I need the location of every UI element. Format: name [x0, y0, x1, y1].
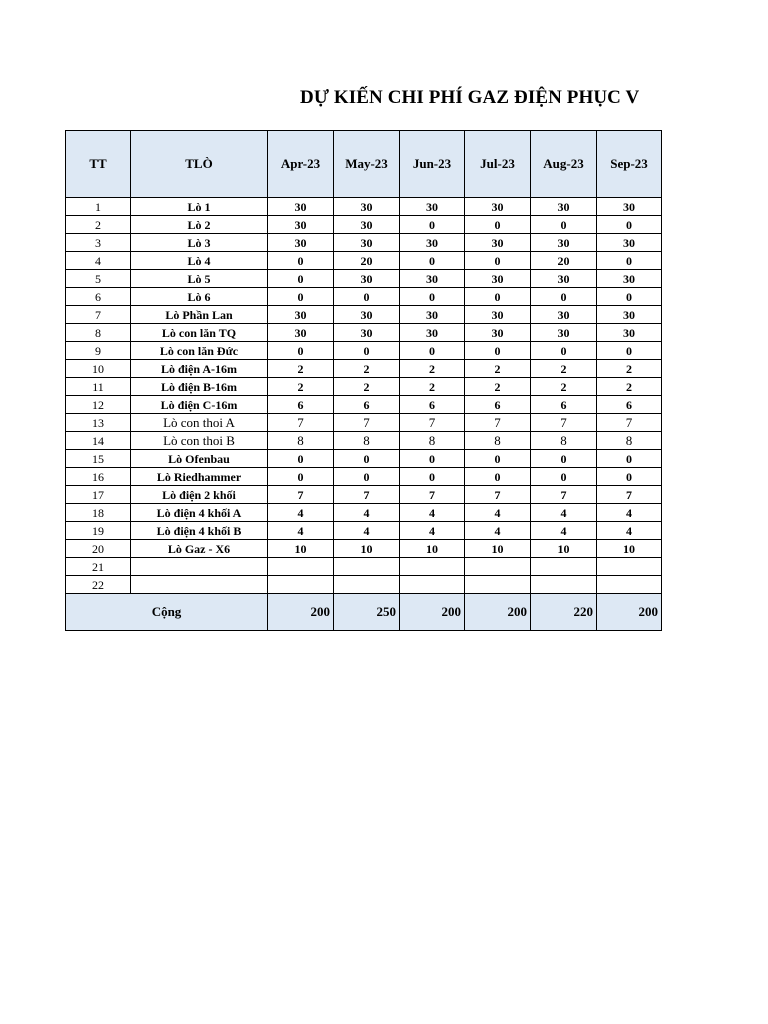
kiln-name-cell[interactable]: Lò điện C-16m	[131, 396, 268, 414]
kiln-name-cell[interactable]: Lò Phần Lan	[131, 306, 268, 324]
value-cell[interactable]: 7	[268, 486, 334, 504]
value-cell[interactable]: 0	[268, 450, 334, 468]
value-cell[interactable]: 8	[465, 432, 531, 450]
total-cell[interactable]: 200	[400, 594, 465, 631]
total-cell[interactable]: 200	[597, 594, 662, 631]
value-cell[interactable]: 30	[334, 306, 400, 324]
value-cell[interactable]: 6	[531, 396, 597, 414]
value-cell[interactable]	[465, 558, 531, 576]
value-cell[interactable]: 0	[268, 288, 334, 306]
total-cell[interactable]: 250	[334, 594, 400, 631]
value-cell[interactable]: 0	[597, 342, 662, 360]
value-cell[interactable]: 10	[334, 540, 400, 558]
value-cell[interactable]: 4	[268, 504, 334, 522]
value-cell[interactable]	[334, 576, 400, 594]
value-cell[interactable]: 30	[597, 234, 662, 252]
value-cell[interactable]: 0	[400, 450, 465, 468]
value-cell[interactable]: 4	[531, 504, 597, 522]
row-number-cell[interactable]: 15	[66, 450, 131, 468]
value-cell[interactable]: 30	[268, 324, 334, 342]
value-cell[interactable]	[400, 576, 465, 594]
row-number-cell[interactable]: 9	[66, 342, 131, 360]
table-row	[66, 252, 662, 270]
value-cell[interactable]: 2	[268, 360, 334, 378]
value-cell[interactable]: 30	[531, 234, 597, 252]
value-cell[interactable]	[400, 558, 465, 576]
value-cell[interactable]: 0	[334, 450, 400, 468]
value-cell[interactable]: 30	[268, 216, 334, 234]
value-cell[interactable]: 30	[465, 234, 531, 252]
value-cell[interactable]: 30	[400, 306, 465, 324]
kiln-name-cell[interactable]: Lò 1	[131, 198, 268, 216]
kiln-name-cell[interactable]: Lò 3	[131, 234, 268, 252]
value-cell[interactable]: 4	[334, 522, 400, 540]
value-cell[interactable]: 2	[597, 378, 662, 396]
header-month[interactable]: Apr-23	[268, 131, 334, 198]
value-cell[interactable]: 0	[268, 270, 334, 288]
row-number-cell[interactable]: 2	[66, 216, 131, 234]
row-number-cell[interactable]: 7	[66, 306, 131, 324]
value-cell[interactable]: 0	[597, 216, 662, 234]
value-cell[interactable]	[597, 576, 662, 594]
value-cell[interactable]: 0	[531, 216, 597, 234]
total-cell[interactable]: 200	[465, 594, 531, 631]
value-cell[interactable]: 10	[597, 540, 662, 558]
table-row	[66, 504, 662, 522]
row-number-cell[interactable]: 8	[66, 324, 131, 342]
value-cell[interactable]: 0	[465, 252, 531, 270]
value-cell[interactable]: 0	[597, 450, 662, 468]
value-cell[interactable]: 30	[465, 198, 531, 216]
table-row	[66, 468, 662, 486]
value-cell[interactable]: 30	[268, 198, 334, 216]
table-row	[66, 288, 662, 306]
value-cell[interactable]: 4	[400, 504, 465, 522]
kiln-name-cell[interactable]: Lò 5	[131, 270, 268, 288]
table-row	[66, 378, 662, 396]
total-label[interactable]: Cộng	[66, 594, 268, 631]
kiln-name-cell[interactable]: Lò điện A-16m	[131, 360, 268, 378]
kiln-name-cell[interactable]: Lò 6	[131, 288, 268, 306]
value-cell[interactable]: 30	[597, 324, 662, 342]
header-month[interactable]: Jul-23	[465, 131, 531, 198]
value-cell[interactable]: 8	[531, 432, 597, 450]
table-row	[66, 396, 662, 414]
value-cell[interactable]: 30	[465, 270, 531, 288]
value-cell[interactable]: 30	[400, 234, 465, 252]
value-cell[interactable]: 4	[465, 522, 531, 540]
value-cell[interactable]: 2	[465, 378, 531, 396]
value-cell[interactable]: 4	[531, 522, 597, 540]
table-row	[66, 522, 662, 540]
value-cell[interactable]: 0	[400, 288, 465, 306]
value-cell[interactable]: 30	[334, 198, 400, 216]
value-cell[interactable]: 30	[465, 306, 531, 324]
header-month[interactable]: Sep-23	[597, 131, 662, 198]
value-cell[interactable]: 2	[531, 378, 597, 396]
kiln-name-cell[interactable]: Lò con lăn Đức	[131, 342, 268, 360]
value-cell[interactable]: 30	[400, 198, 465, 216]
value-cell[interactable]: 0	[268, 342, 334, 360]
value-cell[interactable]: 0	[597, 252, 662, 270]
value-cell[interactable]: 0	[334, 288, 400, 306]
value-cell[interactable]: 30	[400, 324, 465, 342]
value-cell[interactable]: 0	[531, 288, 597, 306]
row-number-cell[interactable]: 22	[66, 576, 131, 594]
value-cell[interactable]: 30	[334, 216, 400, 234]
value-cell[interactable]: 4	[597, 522, 662, 540]
kiln-name-cell[interactable]: Lò con lăn TQ	[131, 324, 268, 342]
value-cell[interactable]: 4	[597, 504, 662, 522]
value-cell[interactable]: 10	[531, 540, 597, 558]
value-cell[interactable]: 2	[400, 360, 465, 378]
table-row	[66, 342, 662, 360]
value-cell[interactable]: 6	[597, 396, 662, 414]
value-cell[interactable]	[268, 576, 334, 594]
kiln-name-cell[interactable]: Lò 2	[131, 216, 268, 234]
row-number-cell[interactable]: 4	[66, 252, 131, 270]
value-cell[interactable]: 6	[400, 396, 465, 414]
value-cell[interactable]: 2	[597, 360, 662, 378]
value-cell[interactable]: 7	[597, 414, 662, 432]
value-cell[interactable]: 30	[400, 270, 465, 288]
value-cell[interactable]: 0	[465, 342, 531, 360]
value-cell[interactable]	[531, 576, 597, 594]
value-cell[interactable]: 30	[597, 198, 662, 216]
kiln-name-cell[interactable]: Lò điện 2 khối	[131, 486, 268, 504]
row-number-cell[interactable]: 1	[66, 198, 131, 216]
kiln-name-cell[interactable]: Lò 4	[131, 252, 268, 270]
table-row	[66, 558, 662, 576]
table-row	[66, 540, 662, 558]
header-tt[interactable]: TT	[66, 131, 131, 198]
value-cell[interactable]: 7	[597, 486, 662, 504]
value-cell[interactable]: 0	[465, 450, 531, 468]
table-row	[66, 306, 662, 324]
value-cell[interactable]: 7	[400, 414, 465, 432]
value-cell[interactable]: 7	[334, 486, 400, 504]
value-cell[interactable]: 10	[268, 540, 334, 558]
value-cell[interactable]: 4	[465, 504, 531, 522]
value-cell[interactable]: 6	[465, 396, 531, 414]
value-cell[interactable]	[597, 558, 662, 576]
row-number-cell[interactable]: 16	[66, 468, 131, 486]
row-number-cell[interactable]: 5	[66, 270, 131, 288]
value-cell[interactable]: 0	[531, 468, 597, 486]
value-cell[interactable]: 0	[531, 342, 597, 360]
header-name[interactable]: TLÒ	[131, 131, 268, 198]
kiln-name-cell[interactable]: Lò điện B-16m	[131, 378, 268, 396]
value-cell[interactable]: 8	[268, 432, 334, 450]
value-cell[interactable]: 7	[268, 414, 334, 432]
row-number-cell[interactable]: 20	[66, 540, 131, 558]
table-row	[66, 234, 662, 252]
value-cell[interactable]: 30	[268, 306, 334, 324]
table-row	[66, 360, 662, 378]
value-cell[interactable]: 30	[465, 324, 531, 342]
value-cell[interactable]: 7	[531, 486, 597, 504]
value-cell[interactable]: 0	[268, 468, 334, 486]
total-cell[interactable]: 220	[531, 594, 597, 631]
kiln-name-cell[interactable]: Lò con thoi B	[131, 432, 268, 450]
value-cell[interactable]: 30	[334, 324, 400, 342]
row-number-cell[interactable]: 14	[66, 432, 131, 450]
table-row	[66, 432, 662, 450]
table-row	[66, 324, 662, 342]
value-cell[interactable]: 10	[400, 540, 465, 558]
kiln-name-cell[interactable]: Lò Ofenbau	[131, 450, 268, 468]
value-cell[interactable]: 2	[268, 378, 334, 396]
value-cell[interactable]: 8	[597, 432, 662, 450]
row-number-cell[interactable]: 11	[66, 378, 131, 396]
row-number-cell[interactable]: 3	[66, 234, 131, 252]
value-cell[interactable]: 30	[531, 270, 597, 288]
value-cell[interactable]	[531, 558, 597, 576]
value-cell[interactable]: 30	[268, 234, 334, 252]
value-cell[interactable]: 6	[268, 396, 334, 414]
value-cell[interactable]: 0	[400, 468, 465, 486]
value-cell[interactable]: 8	[334, 432, 400, 450]
value-cell[interactable]: 2	[465, 360, 531, 378]
value-cell[interactable]: 30	[597, 306, 662, 324]
header-row	[66, 131, 662, 198]
value-cell[interactable]: 0	[597, 288, 662, 306]
header-month[interactable]: Jun-23	[400, 131, 465, 198]
value-cell[interactable]: 4	[400, 522, 465, 540]
row-number-cell[interactable]: 12	[66, 396, 131, 414]
value-cell[interactable]: 0	[400, 342, 465, 360]
value-cell[interactable]: 8	[400, 432, 465, 450]
value-cell[interactable]: 4	[334, 504, 400, 522]
kiln-name-cell[interactable]	[131, 558, 268, 576]
value-cell[interactable]: 20	[531, 252, 597, 270]
row-number-cell[interactable]: 17	[66, 486, 131, 504]
table-row	[66, 486, 662, 504]
value-cell[interactable]: 2	[400, 378, 465, 396]
cost-table	[65, 130, 662, 631]
table-row	[66, 450, 662, 468]
kiln-name-cell[interactable]: Lò điện 4 khối A	[131, 504, 268, 522]
value-cell[interactable]: 30	[597, 270, 662, 288]
row-number-cell[interactable]: 6	[66, 288, 131, 306]
value-cell[interactable]: 20	[334, 252, 400, 270]
page-title: DỰ KIẾN CHI PHÍ GAZ ĐIỆN PHỤC V	[300, 87, 640, 108]
value-cell[interactable]: 6	[334, 396, 400, 414]
table-row	[66, 576, 662, 594]
total-row	[66, 594, 662, 631]
value-cell[interactable]: 7	[531, 414, 597, 432]
value-cell[interactable]	[268, 558, 334, 576]
value-cell[interactable]: 7	[465, 414, 531, 432]
row-number-cell[interactable]: 13	[66, 414, 131, 432]
value-cell[interactable]: 0	[597, 468, 662, 486]
value-cell[interactable]: 2	[531, 360, 597, 378]
table-row	[66, 270, 662, 288]
value-cell[interactable]: 0	[268, 252, 334, 270]
value-cell[interactable]: 7	[334, 414, 400, 432]
kiln-name-cell[interactable]: Lò Riedhammer	[131, 468, 268, 486]
value-cell[interactable]: 0	[465, 216, 531, 234]
table-row	[66, 216, 662, 234]
value-cell[interactable]: 0	[334, 342, 400, 360]
value-cell[interactable]: 30	[334, 234, 400, 252]
value-cell[interactable]: 2	[334, 360, 400, 378]
value-cell[interactable]: 30	[531, 198, 597, 216]
table-row	[66, 198, 662, 216]
value-cell[interactable]: 7	[400, 486, 465, 504]
header-month[interactable]: Aug-23	[531, 131, 597, 198]
kiln-name-cell[interactable]: Lò Gaz - X6	[131, 540, 268, 558]
value-cell[interactable]: 7	[465, 486, 531, 504]
value-cell[interactable]: 30	[531, 306, 597, 324]
row-number-cell[interactable]: 19	[66, 522, 131, 540]
value-cell[interactable]: 4	[268, 522, 334, 540]
value-cell[interactable]: 0	[400, 252, 465, 270]
value-cell[interactable]: 10	[465, 540, 531, 558]
value-cell[interactable]	[334, 558, 400, 576]
value-cell[interactable]: 30	[334, 270, 400, 288]
value-cell[interactable]: 0	[531, 450, 597, 468]
value-cell[interactable]: 2	[334, 378, 400, 396]
value-cell[interactable]: 0	[334, 468, 400, 486]
value-cell[interactable]: 0	[465, 468, 531, 486]
row-number-cell[interactable]: 18	[66, 504, 131, 522]
kiln-name-cell[interactable]	[131, 576, 268, 594]
row-number-cell[interactable]: 21	[66, 558, 131, 576]
value-cell[interactable]: 30	[531, 324, 597, 342]
kiln-name-cell[interactable]: Lò con thoi A	[131, 414, 268, 432]
kiln-name-cell[interactable]: Lò điện 4 khối B	[131, 522, 268, 540]
value-cell[interactable]: 0	[465, 288, 531, 306]
total-cell[interactable]: 200	[268, 594, 334, 631]
header-month[interactable]: May-23	[334, 131, 400, 198]
table-row	[66, 414, 662, 432]
row-number-cell[interactable]: 10	[66, 360, 131, 378]
value-cell[interactable]	[465, 576, 531, 594]
value-cell[interactable]: 0	[400, 216, 465, 234]
